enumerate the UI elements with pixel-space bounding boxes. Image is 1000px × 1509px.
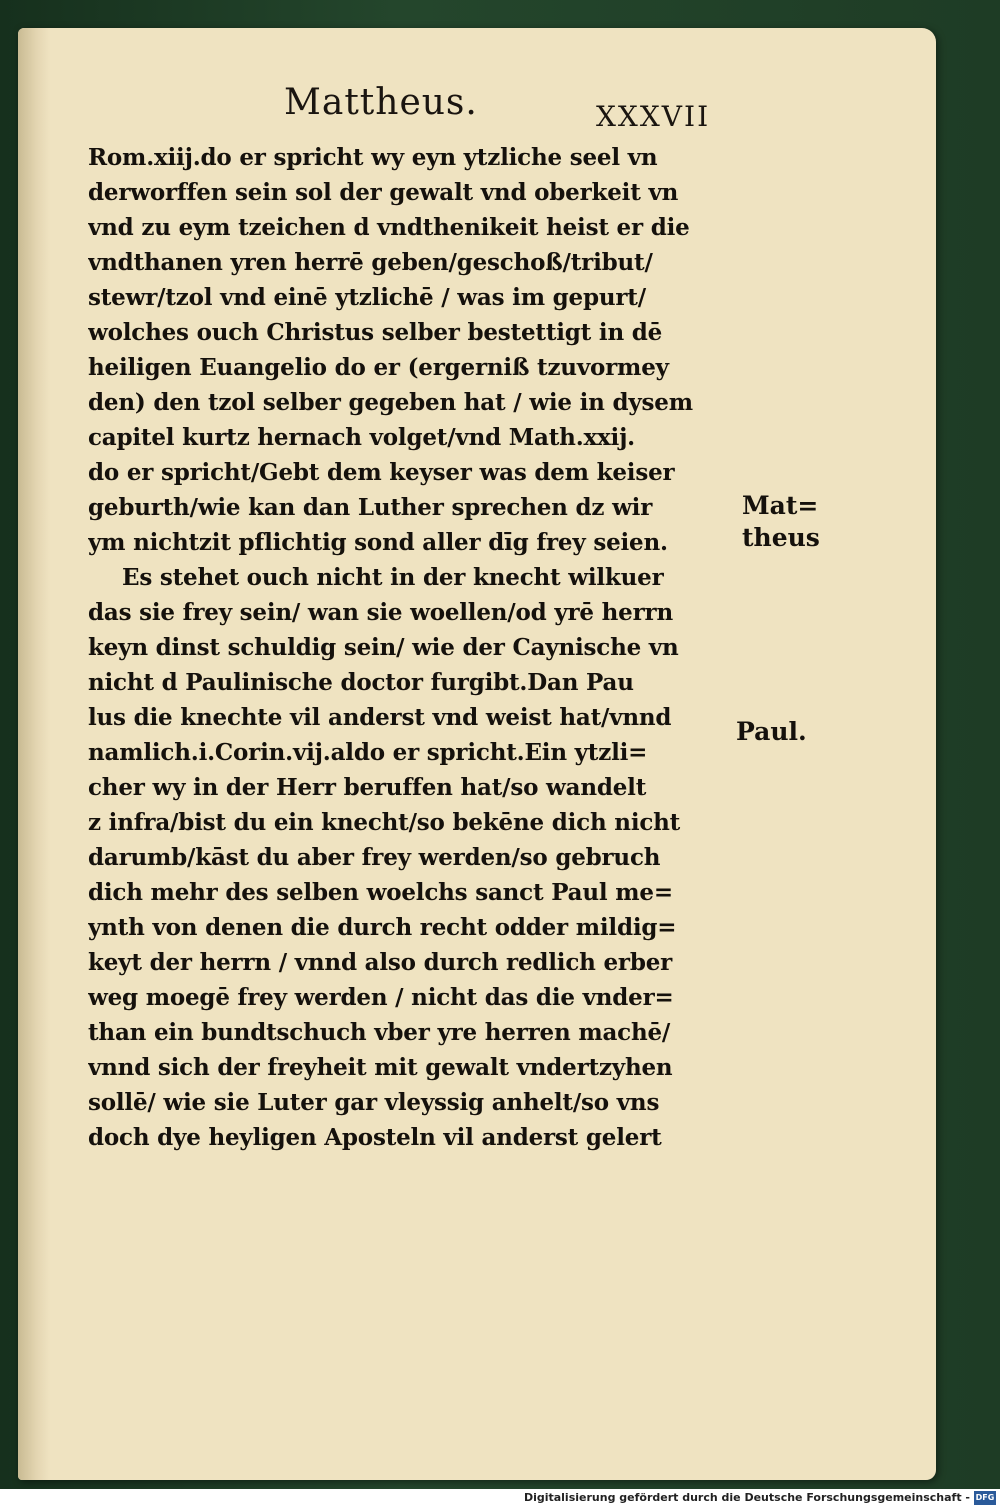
- text-line: doch dye heyligen Aposteln vil anderst gelert: [88, 1124, 662, 1151]
- margin-note-paul: Paul.: [736, 717, 807, 746]
- dfg-logo-icon: DFG: [974, 1491, 996, 1505]
- text-line: vndthanen yren herrē geben/geschoß/tribut/: [88, 249, 653, 276]
- folio-number: XXXVII: [596, 100, 711, 133]
- text-line: heiligen Euangelio do er (ergerniß tzuvormey: [88, 354, 669, 381]
- text-line: derworffen sein sol der gewalt vnd oberkeit vn: [88, 179, 679, 206]
- text-line: keyt der herrn / vnnd also durch redlich erber: [88, 949, 673, 976]
- text-line: cher wy in der Herr beruffen hat/so wandelt: [88, 774, 647, 801]
- text-line: vnd zu eym tzeichen d vndthenikeit heist er die: [88, 214, 690, 241]
- text-line: Rom.xiij.do er spricht wy eyn ytzliche seel vn: [88, 144, 658, 171]
- text-line: darumb/kāst du aber frey werden/so gebruch: [88, 844, 661, 871]
- margin-note-line: theus: [742, 523, 820, 552]
- text-line: capitel kurtz hernach volget/vnd Math.xxij.: [88, 424, 635, 451]
- text-line: z infra/bist du ein knecht/so bekēne dich nicht: [88, 809, 681, 836]
- text-line-paragraph-start: Es stehet ouch nicht in der knecht wilkuer: [122, 564, 664, 591]
- digitization-credit: Digitalisierung gefördert durch die Deutsche Forschungsgemeinschaft -: [523, 1491, 970, 1504]
- text-line: vnnd sich der freyheit mit gewalt vndertzyhen: [88, 1054, 673, 1081]
- main-text-block: [88, 140, 738, 1155]
- text-line: sollē/ wie sie Luter gar vleyssig anhelt/so vns: [88, 1089, 660, 1116]
- page-gutter-shadow: [18, 28, 50, 1480]
- text-line: wolches ouch Christus selber bestettigt in dē: [88, 319, 663, 346]
- text-line: geburth/wie kan dan Luther sprechen dz wir: [88, 494, 653, 521]
- running-head: Mattheus.: [284, 82, 478, 123]
- text-line: stewr/tzol vnd einē ytzlichē / was im gepurt/: [88, 284, 646, 311]
- text-line: weg moegē frey werden / nicht das die vnder=: [88, 984, 674, 1011]
- text-line: nicht d Paulinische doctor furgibt.Dan Pau: [88, 669, 634, 696]
- text-line: ym nichtzit pflichtig sond aller dīg frey seien.: [88, 529, 668, 556]
- text-line: dich mehr des selben woelchs sanct Paul me=: [88, 879, 673, 906]
- text-line: than ein bundtschuch vber yre herren machē/: [88, 1019, 671, 1046]
- text-line: ynth von denen die durch recht odder mildig=: [88, 914, 677, 941]
- text-line: lus die knechte vil anderst vnd weist hat/vnnd: [88, 704, 672, 731]
- text-line: do er spricht/Gebt dem keyser was dem keiser: [88, 459, 675, 486]
- text-line: das sie frey sein/ wan sie woellen/od yrē herrn: [88, 599, 673, 626]
- text-line: den) den tzol selber gegeben hat / wie in dysem: [88, 389, 693, 416]
- text-line: namlich.i.Corin.vij.aldo er spricht.Ein ytzli=: [88, 739, 648, 766]
- text-line: keyn dinst schuldig sein/ wie der Caynische vn: [88, 634, 679, 661]
- margin-note-line: Mat=: [742, 491, 819, 520]
- margin-note-mattheus: [742, 490, 820, 554]
